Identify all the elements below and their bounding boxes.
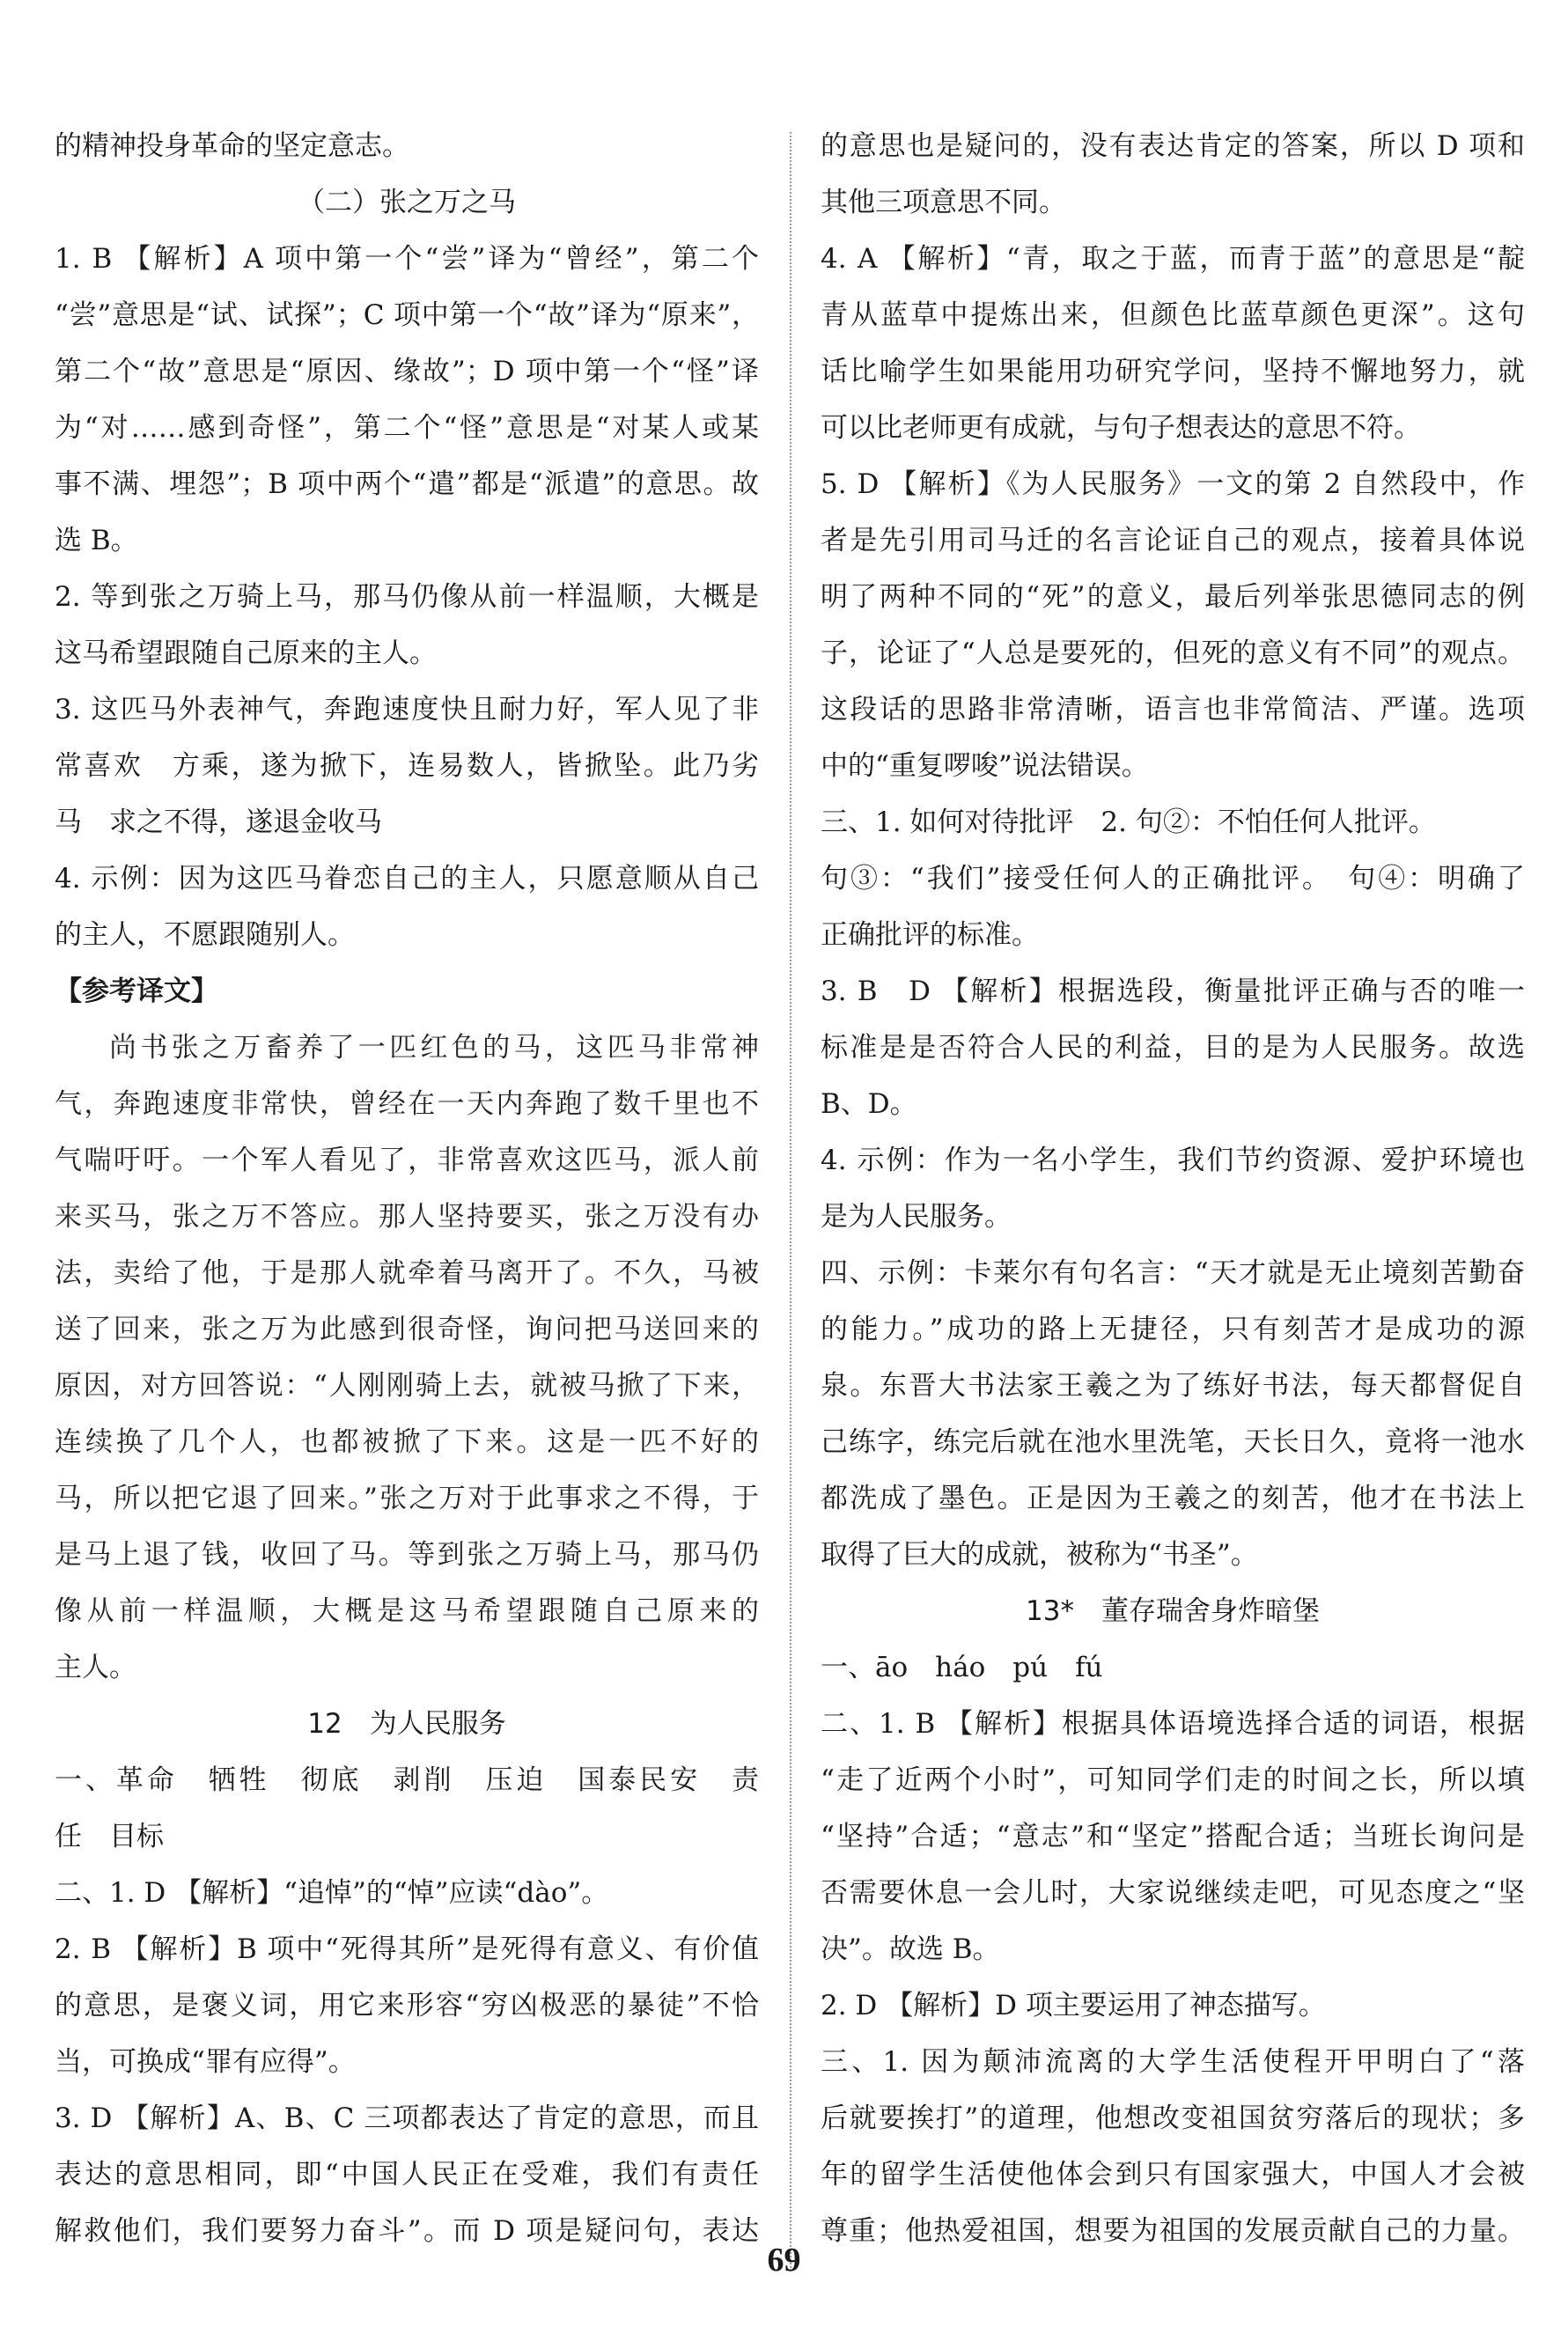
text-line: 解救他们，我们要努力奋斗”。而 D 项是疑问句，表达 (55, 2215, 759, 2247)
text-line: 子，论证了“人总是要死的，但死的意义有不同”的观点。 (821, 637, 1525, 669)
text-line: 都洗成了墨色。正是因为王羲之的刻苦，他才在书法上 (821, 1483, 1525, 1514)
text-line: 尚书张之万畜养了一匹红色的马，这匹马非常神 (109, 1032, 759, 1064)
text-line: “走了近两个小时”，可知同学们走的时间之长，所以填 (821, 1764, 1525, 1796)
text-line: 气，奔跑速度非常快，曾经在一天内奔跑了数千里也不 (55, 1088, 759, 1120)
text-line: 主人。 (55, 1652, 136, 1683)
text-line: 【参考译文】 (55, 976, 218, 1007)
text-line: 是为人民服务。 (821, 1201, 1012, 1233)
text-line: 尊重；他热爱祖国，想要为祖国的发展贡献自己的力量。 (821, 2215, 1525, 2247)
text-line: 己练字，练完后就在池水里洗笔，天长日久，竟将一池水 (821, 1426, 1525, 1458)
text-line: 二、1. D 【解析】“追悼”的“悼”应读“dào”。 (55, 1877, 609, 1909)
section-heading: 12 为人民服务 (307, 1708, 506, 1740)
text-line: 一、āo háo pú fú (821, 1652, 1103, 1683)
text-line: 连续换了几个人，也都被掀了下来。这是一匹不好的 (55, 1426, 759, 1458)
text-line: B、D。 (821, 1088, 917, 1120)
text-line: “尝”意思是“试、试探”；C 项中第一个“故”译为“原来”， (55, 299, 759, 331)
text-line: 事不满、埋怨”；B 项中两个“遣”都是“派遣”的意思。故 (55, 468, 759, 500)
text-line: 否需要休息一会儿时，大家说继续走吧，可见态度之“坚 (821, 1877, 1525, 1909)
text-line: 正确批评的标准。 (821, 919, 1039, 951)
text-line: 4. A 【解析】“青，取之于蓝，而青于蓝”的意思是“靛 (821, 243, 1525, 275)
text-line: 可以比老师更有成就，与句子想表达的意思不符。 (821, 412, 1421, 444)
text-line: 取得了巨大的成就，被称为“书圣”。 (821, 1539, 1258, 1571)
text-line: 当，可换成“罪有应得”。 (55, 2046, 356, 2078)
text-line: 其他三项意思不同。 (821, 187, 1066, 218)
text-line: 三、1. 因为颠沛流离的大学生活使程开甲明白了“落 (821, 2046, 1525, 2078)
text-line: 来买马，张之万不答应。那人坚持要买，张之万没有办 (55, 1201, 759, 1233)
text-line: 是马上退了钱，收回了马。等到张之万骑上马，那马仍 (55, 1539, 759, 1571)
section-heading: 13* 董存瑞舍身炸暗堡 (1026, 1595, 1320, 1627)
text-line: 4. 示例：作为一名小学生，我们节约资源、爱护环境也 (821, 1145, 1525, 1176)
text-line: 任 目标 (55, 1821, 164, 1852)
text-line: 常喜欢 方乘，遂为掀下，连易数人，皆掀坠。此乃劣 (55, 750, 759, 782)
text-line: 3. B D 【解析】根据选段，衡量批评正确与否的唯一 (821, 976, 1525, 1007)
text-line: 标准是是否符合人民的利益，目的是为人民服务。故选 (821, 1032, 1525, 1064)
text-line: 年的留学生活使他体会到只有国家强大，中国人才会被 (821, 2159, 1525, 2191)
text-line: 四、示例：卡莱尔有句名言：“天才就是无止境刻苦勤奋 (821, 1257, 1525, 1289)
text-line: 1. B 【解析】A 项中第一个“尝”译为“曾经”，第二个 (55, 243, 759, 275)
column-divider (790, 132, 791, 2272)
text-line: 这段话的思路非常清晰，语言也非常简洁、严谨。选项 (821, 694, 1525, 725)
text-line: 像从前一样温顺，大概是这马希望跟随自己原来的 (55, 1595, 759, 1627)
text-line: 的意思，是褒义词，用它来形容“穷凶极恶的暴徒”不恰 (55, 1990, 759, 2021)
text-line: 中的“重复啰唆”说法错误。 (821, 750, 1149, 782)
text-line: 三、1. 如何对待批评 2. 句②：不怕任何人批评。 (821, 806, 1436, 838)
right-column (821, 118, 1525, 2259)
text-line: 送了回来，张之万为此感到很奇怪，询问把马送回来的 (55, 1314, 759, 1345)
text-line: 2. 等到张之万骑上马，那马仍像从前一样温顺，大概是 (55, 581, 759, 613)
text-line: “坚持”合适；“意志”和“坚定”搭配合适；当班长询问是 (821, 1821, 1525, 1852)
text-line: 法，卖给了他，于是那人就牵着马离开了。不久，马被 (55, 1257, 759, 1289)
left-column (55, 118, 759, 2259)
text-line: 决”。故选 B。 (821, 1933, 1000, 1965)
text-line: 表达的意思相同，即“中国人民正在受难，我们有责任 (55, 2159, 759, 2191)
text-line: 2. B 【解析】B 项中“死得其所”是死得有意义、有价值 (55, 1933, 759, 1965)
text-line: 3. D 【解析】A、B、C 三项都表达了肯定的意思，而且 (55, 2102, 759, 2134)
text-line: 的精神投身革命的坚定意志。 (55, 130, 409, 162)
text-line: 的能力。”成功的路上无捷径，只有刻苦才是成功的源 (821, 1314, 1525, 1345)
page-number: 69 (767, 2242, 801, 2279)
text-line: 一、革命 牺牲 彻底 剥削 压迫 国泰民安 责 (55, 1764, 759, 1796)
text-line: 二、1. B 【解析】根据具体语境选择合适的词语，根据 (821, 1708, 1525, 1740)
text-line: 第二个“故”意思是“原因、缘故”；D 项中第一个“怪”译 (55, 356, 759, 387)
text-line: 者是先引用司马迁的名言论证自己的观点，接着具体说 (821, 525, 1525, 556)
text-line: 5. D 【解析】《为人民服务》一文的第 2 自然段中，作 (821, 468, 1525, 500)
text-line: 话比喻学生如果能用功研究学问，坚持不懈地努力，就 (821, 356, 1525, 387)
text-line: 泉。东晋大书法家王羲之为了练好书法，每天都督促自 (821, 1370, 1525, 1402)
text-line: 马，所以把它退了回来。”张之万对于此事求之不得，于 (55, 1483, 759, 1514)
section-heading: （二）张之万之马 (298, 187, 516, 218)
text-line: 3. 这匹马外表神气，奔跑速度快且耐力好，军人见了非 (55, 694, 759, 725)
text-line: 这马希望跟随自己原来的主人。 (55, 637, 437, 669)
text-line: 明了两种不同的“死”的意义，最后列举张思德同志的例 (821, 581, 1525, 613)
text-line: 为“对……感到奇怪”，第二个“怪”意思是“对某人或某 (55, 412, 759, 444)
text-line: 原因，对方回答说：“人刚刚骑上去，就被马掀了下来， (55, 1370, 759, 1402)
text-line: 后就要挨打”的道理，他想改变祖国贫穷落后的现状；多 (821, 2102, 1525, 2134)
text-line: 青从蓝草中提炼出来，但颜色比蓝草颜色更深”。这句 (821, 299, 1525, 331)
text-line: 马 求之不得，遂退金收马 (55, 806, 382, 838)
text-line: 的主人，不愿跟随别人。 (55, 919, 355, 951)
text-line: 4. 示例：因为这匹马眷恋自己的主人，只愿意顺从自己 (55, 863, 759, 895)
text-line: 气喘吁吁。一个军人看见了，非常喜欢这匹马，派人前 (55, 1145, 759, 1176)
text-line: 的意思也是疑问的，没有表达肯定的答案，所以 D 项和 (821, 130, 1525, 162)
text-line: 句③：“我们”接受任何人的正确批评。 句④：明确了 (821, 863, 1525, 895)
text-line: 选 B。 (55, 525, 138, 556)
text-line: 2. D 【解析】D 项主要运用了神态描写。 (821, 1990, 1326, 2021)
